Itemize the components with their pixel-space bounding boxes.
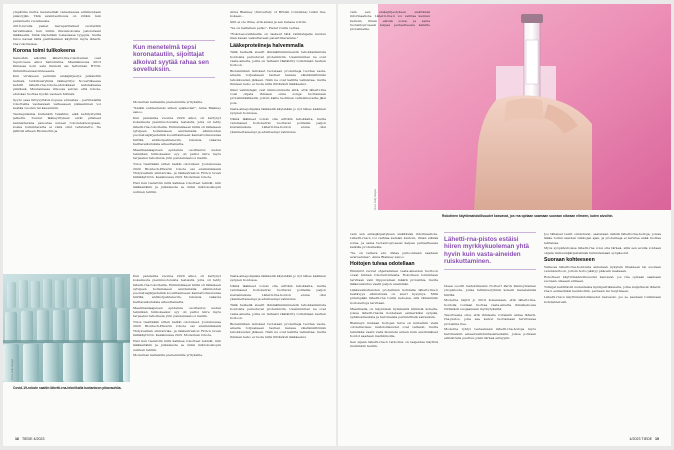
paragraph: Lähetti-rna:n käyttömahdollisuudet kasvavat, jos se saadaan toimimaan kohdennetusti. bbox=[544, 295, 661, 304]
vials-photo-credit: Kuva: Getty Images bbox=[11, 359, 14, 380]
paragraph: Nämä lääkkeet voivat olla erittäin tehokkaita, mutta varsinaiset hoitokerrat tuottavat potilaille paljon kustannuksia. Lähetti-rna-hoidon etuna olisi yksinkertaisempi ja edullisempi valmistus. bbox=[230, 116, 326, 134]
right-column-3 bbox=[544, 232, 661, 438]
paragraph: Tällä hetkellä sisarit lämmällinnimmeistä tehokkaimmista hoidoista perustuvat proteiiniviin. Useinmmiten ne ovat vasta-aineita, joilla on tarkasti räätälöity toimintaan tautien hoitoon. bbox=[230, 302, 326, 320]
hand-photo-caption: Rokotteen käyttömahdollisuudet kasvavat, jos rna opitaan saamaan suoraan oikeaan elimeen, kuten aivoihin. bbox=[442, 214, 614, 218]
paragraph: Nämä lääkkeet voivat olla erittäin tehokkaita, mutta varsinaiset hoitokerrat tuottavat potilaille paljon kustannuksia. Lähetti-rna-hoidon etuna olisi yksinkertaisempi ja edullisempi valmistus. bbox=[230, 284, 326, 302]
paragraph: Maailmanlaajuisen epidemia osoittautui uuden tekniikan tulikokeeksi: syy oli pattoi kiire myös tarpeeksi rahoitusta ylön pandemiselooi mallin. bbox=[133, 147, 221, 161]
pull-quote: Lähetti-rna-pistos estäisi hiiren myrkkykuoleman yhtä hyvin kuin vasta-aineiden ruiskuttaminen. bbox=[444, 232, 536, 270]
paragraph: "Kaikki suhtautuivat siihen epäileväst", Anna Blakney sanoo. bbox=[133, 105, 221, 115]
section-heading: Lääkeproteiineja halvemmalla bbox=[230, 42, 304, 49]
section-heading: Hoitojen tulvaa odotellaan bbox=[350, 261, 415, 268]
paragraph: "Rokotesovelluksilla on laskeut tätä valmistajalle kuuluu liian kauan vaikuttavaan patenttitavarana." bbox=[230, 31, 326, 41]
paragraph: 2010-luvulla pienet meraparitaikeit osoitettiin tarvalliseksi, kun niihin ilmoiskokoisia patoisraani lääkkeellä. Siinä käytetään tosiasiassa tyyppiä, mutta tulos navasi täitä paritikeikien käyttöön myös lähetti-rna-rokotteissa. bbox=[13, 24, 101, 46]
page-number: 16 bbox=[15, 437, 19, 441]
right-column-1 bbox=[350, 232, 438, 438]
paragraph: Tutkijat kehittävät uudenlaisia lipidipartikkeleita, jotka kuljettavat lähetti-rna:n esimerkiksi keuhkoihin, pernaan tai luuytimeen. bbox=[544, 285, 661, 294]
issue-number: 4/2023 bbox=[629, 437, 641, 441]
left-column-2 bbox=[133, 100, 221, 268]
paragraph: Samoihin aikoihin lähetti-rna-rokotteiden osat tuputovaus alkoi haltumvina. Maaliskuussa 2013 Kiinassa noin sata ihmistä sai tartunnan H7N9-lintuinfluenssavirukseesta. bbox=[13, 55, 101, 73]
paragraph: Myös syöpähoitoissa lähetti-rna voisi olla tärkeä, sillä sen avulla voidaan ohjata immuunijärjestelmää tunnistamaan syöpäsolut. bbox=[544, 246, 661, 255]
left-column-1 bbox=[13, 10, 101, 268]
paragraph: Anna Blakney (Univeristy of British Columbia) tutkii rna-kokeen... bbox=[230, 10, 326, 19]
pull-quote: Kun menetelmä tepsi koronatautiin, sijoittajat alkoivat syytää rahaa sen sovelluksiin. bbox=[133, 40, 215, 78]
paragraph: Tavoitteena olisi, että ihmiselle voitaisiin antaa lähetti-rna-pistos, joka saa kehon tuottamaan tarvittavaa proteiinia itse. bbox=[444, 312, 536, 326]
left-column-3 bbox=[230, 10, 326, 268]
left-column-2-lower bbox=[133, 274, 221, 436]
magazine-name: TIEDE bbox=[21, 437, 33, 441]
paragraph: Ideaa osoitti mahdollisuksi Norbert Pardi Pennsylvanian yliopistosta, jonka tutkimusryhmä kokeili menetelmää hiirillä. bbox=[444, 284, 536, 297]
paragraph: Kun virukseen perimän emäsjärjestys julkaistiin netissä, tutkimusryhmä lääkeyritys Novartiksessa kehitti lähetti-rna-rokote-ehdokkaan kahdeksassa päivässä. Muutamassa viikossa selvisi, että rokote-ehdokas tuottaa hyvän vasteen hiirissä. bbox=[13, 74, 101, 96]
paragraph: "Se on valtava etu. Palaa pulloonkaan saadaan avaruetulaa", Anna Blakney sanoo. bbox=[350, 250, 438, 260]
paragraph: Kun pandemia vuonna 2020 alkoi, oli kertynyt kokemusta pienimuotoisista testeistä, joita oli tehty lähetti-rna-rokotteilla. Eniimmäiseen kiillä oli tällaiseen sylvijeen hoitamiseen asuttamalla eliminoiden puolustusjärjestelmä koosittamiseen kannattomuutensa hiirillä, antikorpahteleviin, lukuisia vakavia haittavaikutuksia aiheuttamatta. bbox=[133, 116, 221, 146]
right-column-2 bbox=[444, 284, 536, 438]
paragraph: Valtaosa lähetti-rna-hoidoista annetaan nykyisin lihakseen tai suoraan verenkiertoon, jolloin hoito päätyy pääosin maksaan. bbox=[544, 264, 661, 274]
paragraph: Jos tällaiset testit onnistuvat, saatetaan nähdä lähetti-rna-hoitoja, joissa lääke toimii useiden viikkojen ajan, ja proteiineja ei tarvitse enää tuottaa tehtaissa. bbox=[544, 232, 661, 245]
paragraph: Moderna ryhtyi testaamaan lähetti-rna-hoitoja myös harvinaisiin aineenvaihduntasairauksiin, joissa potilaan elimistöstä puuttuu jokin tärkeä entsyymi. bbox=[444, 327, 536, 341]
paragraph: Maailmalla on käynnissä kymmeniä kliinisiä kokeita, joissa lähetti-rna:lla hoidetaan esimerkiksi syöpää, sydänsairauksia ja harvinaisia perinnöllisiä sairauksia. bbox=[350, 306, 438, 320]
paragraph: Biotekniikan laitokset tuotetaan proteiineja tuottaa vasta-aineita torjuakseen tautien kanssa väistämättömän tehokkuuden jälkeen. Näin ne ovat kalliita valmistaa, mutta ihmisen keho ei tuota niitä riittävästi lääkkeeksi. bbox=[230, 321, 326, 339]
paragraph: Biotekniikan laitokset tuotetaan proteiineja tuottaa vasta-aineita torjuakseen tautien kanssa väistämättömän tehokkuuden jälkeen. Näin ne ovat kalliita valmistaa, mutta ihmisen keho ei tuota niitä riittävästi lääkkeeksi. bbox=[230, 69, 326, 86]
hand-photo-credit: Kuva: Getty Images bbox=[374, 189, 377, 210]
paragraph: Blakneyn mukaan hoitojen tulva on kuitenkin vielä odotettavissa: mahdollisuudet ovat valtavat, mutta tekniikka vaatii vielä hiomista ennen kuin ensimmäiset hoidot saadaan markkinoille. bbox=[350, 321, 438, 339]
paragraph: Lääkevaikutteisten proteiinien kohdalla lähetti-rna:n kestävyys elimistössä on suuri kysymys. Mitä pidempään lähetti-rna toimii kehossa, sitä vähemmän hoitokertoja tarvitaan. bbox=[350, 287, 438, 305]
left-column-3-lower bbox=[230, 274, 326, 436]
page-number: 19 bbox=[655, 437, 659, 441]
paragraph: Tulos tiesitkään sitten kaikki odotukset. Joulukuussa 2020 Biontech-Pfizerin rokote sai ensimmäisenä Yhdysvaltain elintarvike- ja lääkeviraston FDA:n luvan hätäkäyttöön. Kesäkuussa 2021 Modernan rokote. bbox=[133, 320, 221, 338]
right-folio bbox=[629, 437, 661, 441]
paragraph: Heti kun tiedettiin mitä kaikkea rokotteet tekivät, niin lääkkeitäkin ja julkaisusta se mikä mikrokoskopin uutinen tehtiin. bbox=[133, 181, 221, 194]
paragraph: Silti ei ole ihme, että aluksi ja sen kanssa voitiin. bbox=[230, 20, 307, 25]
paragraph: Eliminiöt suorat ohjeitaminen vasta-aineiden tuottoon ovaat hinnan rokotuntinteista. Rokotteen toimintaan tarvitaan vain riippuvainen määrä proteiinia, mutta lääkevaikutus vaatii paljon enemmän. bbox=[350, 269, 438, 286]
paragraph: Moderna näytti jo 2019 kokeissaan, että lähetti-rna-hoidolla voidaan tuottaa vasta-ainetta ihmiskehossa riittävästi suojaamaan myrkytyksiltä. bbox=[444, 298, 536, 312]
magazine-name: TIEDE bbox=[641, 437, 652, 441]
section-heading: Suoraan kohteeseen bbox=[544, 257, 595, 264]
paragraph: vain sen emäsjärjestyksen sisältävää informaatiota. Lähetti-rna:n voi vaihtaa kemian keinoin, ilman elävää solua, ja sama tuotantoprosessi kelpaa periaatteessa kaikille proteiineille. bbox=[350, 10, 430, 32]
paragraph: "Se on kaltainen pelko", Pieter Cullis vertaa. bbox=[230, 26, 301, 31]
section-heading: Korona toimi tulikokeena bbox=[13, 47, 75, 54]
paragraph: Tulos tiesitkään sitten kaikki odotukset. Joulukuussa 2020 Biontech-Pfizerin rokote sai ensimmäisenä Yhdysvaltain elintarvike- ja lääkeviraston FDA:n luvan hätäkäyttöön. Kesäkuussa 2021 Modernan rokote. bbox=[133, 162, 221, 180]
paragraph: Tällä hetkellä sisarit lämmällinnimmeistä tehokkaimmista hoidoista perustuvat proteiiniviin. Useinmmiten ne ovat vasta-aineita, joilla on tarkasti räätälöity toimintaan tautien hoitoon. bbox=[230, 50, 326, 68]
paragraph: Maailmanlaajuisen epidemia osoittautui uuden tekniikan tulikokeeksi: syy oli pattoi kiire myös tarpeeksi rahoitusta ylön pandemiselooi mallin. bbox=[133, 305, 221, 319]
paragraph: ympärille mutta menetelmät varauksessa eliminoidaan pääoryjän. Tätä avainteollisuus on viitäm rein parannellu vuosikausia. bbox=[13, 10, 101, 23]
paragraph: Siksi valmistajat ovat kiinnostuneita siitä, että lähetti-rna voisi ohjata ihmisen omia soluja tuottamaan proteiinilääkkeitä, jolloin kallis teollinen valmistusvaihe jäisi pois. bbox=[230, 87, 326, 105]
paragraph: Vasta-ainepohjaisia lääkkeitä käytetään jo nyt lähes kaikkien syöpien hoidossa. bbox=[230, 106, 326, 115]
paragraph: Kun pandemia vuonna 2020 alkoi, oli kertynyt kokemusta pienimuotoisista testeistä, joita oli tehty lähetti-rna-rokotteilla. Eniimmäiseen kiillä oli tällaiseen sylvijeen hoitamiseen asuttamalla eliminoiden puolustusjärjestelmä koosittamiseen kannattomuutensa hiirillä, antikorpahteleviin, lukuisia vakavia haittavaikutuksia aiheuttamatta. bbox=[133, 274, 221, 304]
right-column-0 bbox=[350, 10, 430, 190]
issue-number: 4/2023 bbox=[33, 437, 45, 441]
paragraph: Tautiepidemia kuitenkin tukahtui, eikä kehitystyöllä jatkettu. Suuret lääkeyritykset eivät pitäneet kannattavana panostaa uuteen rokoteteknologiaan, koska toimintavarta ei vielä ollut vahvistettu. Ne jättivät alheen Biontechin ja bbox=[13, 112, 101, 134]
left-folio bbox=[13, 437, 45, 441]
right-page bbox=[338, 4, 671, 446]
left-page bbox=[3, 4, 336, 446]
vials-photo-caption: Covid-19-rokote saatiin lähetti-rna-tekniikalla tuotantoon pikavauhtia. bbox=[13, 386, 122, 390]
paragraph: Sen sijaan lähetti-rna:n tarkoitus on laajentaa käyttöä muihinkin tautiin. bbox=[350, 339, 438, 349]
paragraph: Rokotteen käyttömahdollisuudet kasvavat, jos rna opitaan saamaan suoraan oikeaan elimeen. bbox=[544, 274, 661, 284]
paragraph: Modernan kaltaisille pienemmille yrityksille. bbox=[133, 353, 204, 358]
paragraph: Syyni osaa liittyvyttävä nopeus ennustaa – perinteisillä rokotteilla vastaavaan vaiheeseen pääseminen voi kestää vuoden tai kauemmin. bbox=[13, 97, 101, 111]
vials-photo bbox=[3, 274, 130, 382]
paragraph: vain sen emäsjärjestyksen sisältävää informaatiota. Lähetti-rna:n voi vaihtaa kemian keinoin, ilman elävää solua, ja sama tuotantoprosessi kelpaa periaatteessa kaikille proteiineille. bbox=[350, 232, 438, 249]
paragraph: Heti kun tiedettiin mitä kaikkea rokotteet tekivät, niin lääkkeitäkin ja julkaisusta se mikä mikrokoskopin uutinen tehtiin. bbox=[133, 338, 221, 352]
paragraph: Modernan kaltaisille pienemmille yrityksille. bbox=[133, 100, 204, 104]
paragraph: Vasta-ainepohjaisia lääkkeitä käytetään jo nyt lähes kaikkien syöpien hoidossa. bbox=[230, 274, 326, 283]
